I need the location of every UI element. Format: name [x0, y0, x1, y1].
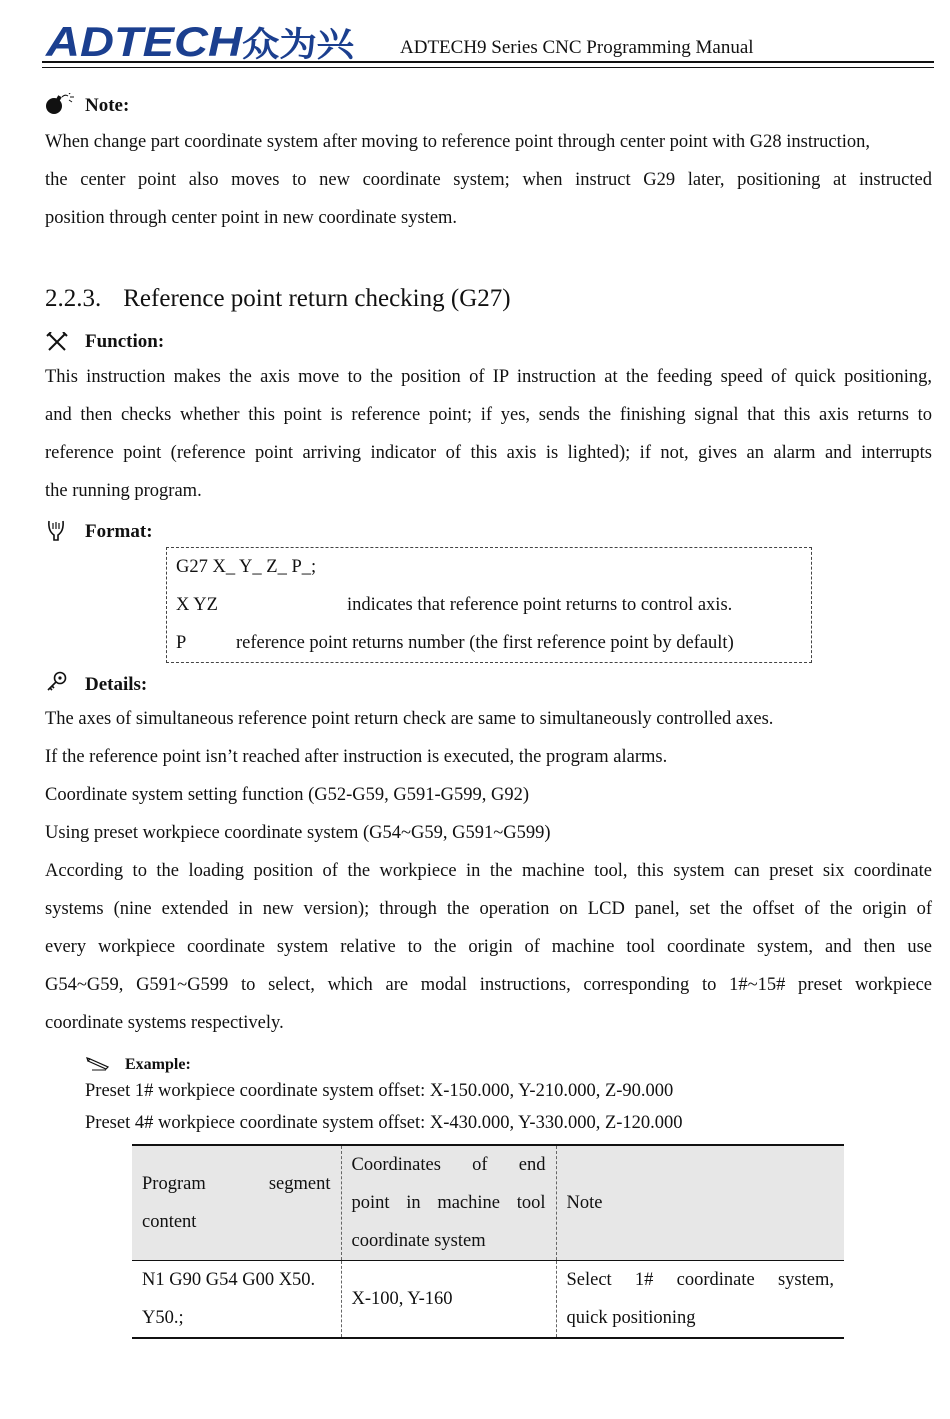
table-cell: N1 G90 G54 G00 X50. Y50.;: [142, 1270, 316, 1328]
page-header: [44, 20, 934, 66]
section-number: 2.2.3.: [45, 285, 102, 312]
format-axis-code: X YZ: [176, 595, 218, 615]
table-row: [132, 1261, 844, 1339]
header-title: ADTECH9 Series CNC Programming Manual: [400, 37, 754, 58]
table-cell: Select 1# coordinate system, quick positioning: [556, 1261, 844, 1339]
note-heading: Note:: [85, 95, 130, 116]
details-paragraph: [45, 852, 932, 1042]
format-p-code: P: [176, 633, 187, 653]
function-paragraph: [45, 358, 932, 510]
details-heading: Details:: [85, 674, 148, 695]
pencil-icon: [86, 1057, 110, 1073]
hand-icon: [46, 519, 66, 541]
tools-icon: [46, 332, 68, 352]
function-heading: Function:: [85, 331, 165, 352]
example-line: Preset 4# workpiece coordinate system offset: X-430.000, Y-330.000, Z-120.000: [85, 1113, 683, 1133]
adtech-logo: [44, 24, 364, 60]
details-para-line: According to the loading position of the workpiece in the machine tool, this system can preset six coordinate: [45, 861, 932, 881]
logo-cjk: 众为兴: [242, 25, 356, 60]
header-rule-thick: [42, 61, 934, 63]
format-axis-desc: indicates that reference point returns to control axis.: [347, 595, 733, 615]
key-icon: [46, 671, 68, 693]
program-table: [132, 1144, 844, 1339]
function-line: the running program.: [45, 481, 202, 501]
details-para-line: systems (nine extended in new version); through the operation on LCD panel, set the offset of the origin of: [45, 899, 932, 919]
details-line: Coordinate system setting function (G52-G59, G591-G599, G92): [45, 785, 530, 805]
format-syntax: G27 X_ Y_ Z_ P_;: [176, 557, 317, 577]
details-para-line: coordinate systems respectively.: [45, 1013, 284, 1033]
format-box: [166, 547, 812, 663]
function-line: reference point (reference point arriving indicator of this axis is lighted); if not, gives an alarm and interrupts: [45, 443, 932, 463]
example-heading: Example:: [125, 1056, 191, 1073]
logo-latin: ADTECH: [44, 24, 244, 60]
table-header-cell: Coordinates of end point in machine tool coordinate system: [341, 1145, 556, 1261]
details-para-line: G54~G59, G591~G599 to select, which are modal instructions, corresponding to 1#~15# preset workpiece: [45, 975, 932, 995]
table-header-cell: Program segment content: [132, 1145, 341, 1261]
section-title: [45, 285, 511, 313]
note-line: When change part coordinate system after moving to reference point through center point with G28 instruction,: [45, 132, 871, 152]
details-line: The axes of simultaneous reference point return check are same to simultaneously controlled axes.: [45, 709, 774, 729]
note-line: the center point also moves to new coordinate system; when instruct G29 later, positioning at instructed: [45, 170, 932, 190]
note-paragraph: [45, 123, 932, 237]
function-line: This instruction makes the axis move to the position of IP instruction at the feeding speed of quick positioning,: [45, 367, 932, 387]
table-header-row: [132, 1145, 844, 1261]
format-heading: Format:: [85, 521, 153, 542]
table-cell: X-100, Y-160: [341, 1261, 556, 1339]
note-line: position through center point in new coordinate system.: [45, 208, 458, 228]
header-rule-thin: [42, 67, 934, 68]
details-para-line: every workpiece coordinate system relative to the origin of machine tool coordinate system, and then use: [45, 937, 932, 957]
table-header-cell: Note: [556, 1145, 844, 1261]
example-line: Preset 1# workpiece coordinate system offset: X-150.000, Y-210.000, Z-90.000: [85, 1081, 674, 1101]
format-p-desc: reference point returns number (the first reference point by default): [236, 633, 734, 653]
bomb-icon: [45, 93, 75, 115]
details-line: Using preset workpiece coordinate system (G54~G59, G591~G599): [45, 823, 551, 843]
function-line: and then checks whether this point is reference point; if yes, sends the finishing signal that this axis returns to: [45, 405, 932, 425]
details-line: If the reference point isn’t reached after instruction is executed, the program alarms.: [45, 747, 668, 767]
section-title-text: Reference point return checking (G27): [123, 285, 511, 312]
